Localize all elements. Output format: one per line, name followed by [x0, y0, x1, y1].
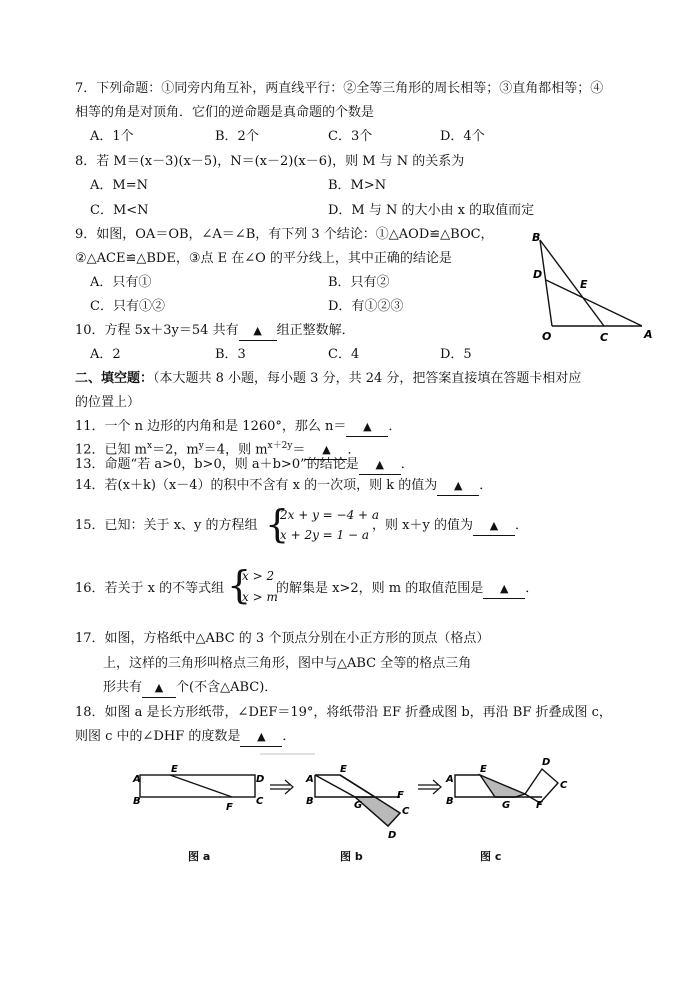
q16-eq2: x > m	[242, 590, 278, 604]
q17-line2: 上，这样的三角形叫格点三角形，图中与△ABC 全等的格点三角	[103, 656, 472, 671]
section2-desc-line2: 的位置上）	[75, 395, 141, 410]
q9-line1: 9．如图，OA＝OB，∠A＝∠B，有下列 3 个结论：①△AOD≌△BOC，	[75, 227, 494, 242]
q11-post: ．	[388, 419, 402, 434]
q18-caption-b: 图 b	[340, 850, 363, 863]
q9-label-a: A	[644, 328, 653, 341]
svg-text:F: F	[397, 790, 404, 801]
q15-post: ．	[514, 518, 528, 533]
q18-caption-a: 图 a	[188, 850, 211, 863]
q17-pre: 形共有	[103, 680, 143, 695]
svg-text:B: B	[446, 796, 454, 807]
answer-marker: ▲	[454, 479, 463, 492]
answer-marker: ▲	[363, 420, 372, 433]
answer-marker: ▲	[500, 582, 509, 595]
q18-pre: 则图 c 中的∠DHF 的度数是	[75, 729, 241, 744]
q12-exp1: x	[147, 441, 153, 451]
svg-text:C: C	[560, 780, 568, 791]
q9-line2: ②△ACE≌△BDE，③点 E 在∠O 的平分线上，其中正确的结论是	[75, 251, 452, 266]
q7-line1: 7．下列命题：①同旁内角互补，两直线平行：②全等三角形的周长相等；③直角都相等；④	[75, 81, 604, 96]
svg-text:E: E	[480, 764, 487, 775]
svg-text:B: B	[306, 796, 314, 807]
q10-option-b: B．3	[215, 347, 246, 362]
q16-brace: {	[227, 563, 252, 607]
q10-option-a: A．2	[90, 347, 121, 362]
section2-header	[75, 370, 581, 388]
svg-text:G: G	[354, 800, 363, 811]
answer-marker: ▲	[489, 519, 499, 532]
q7-option-b: B．2个	[215, 129, 259, 144]
svg-text:C: C	[402, 806, 410, 817]
q13-answer-blank[interactable]	[359, 456, 401, 475]
q10-pre: 10．方程 5x＋3y＝54 共有	[75, 323, 239, 338]
q16-eq1: x > 2	[242, 569, 275, 583]
q13-post: ．	[400, 457, 414, 472]
q12-pre: 12．已知 m	[75, 442, 148, 458]
q16-post: ．	[525, 581, 539, 596]
q17-post: 个(不含△ABC)．	[176, 680, 278, 695]
q17-line3	[103, 679, 277, 698]
q18-figure-c	[455, 769, 558, 803]
q11-line	[75, 418, 401, 437]
q8-option-d: D．M 与 N 的大小由 x 的取值而定	[328, 203, 535, 218]
q18-line2	[75, 728, 295, 747]
q16-mid: 的解集是 x>2，则 m 的取值范围是	[276, 581, 484, 596]
svg-text:E: E	[340, 764, 347, 775]
q10-option-c: C．4	[328, 347, 360, 362]
q14-pre: 14．若(x＋k)（x－4）的积中不含有 x 的一次项，则 k 的值为	[75, 478, 438, 493]
svg-text:F: F	[536, 800, 543, 811]
q18-figures	[130, 748, 580, 848]
q10-answer-blank[interactable]	[239, 322, 277, 341]
svg-text:D: D	[388, 830, 397, 841]
answer-marker: ▲	[154, 681, 164, 694]
q16-tail	[276, 580, 538, 599]
answer-marker: ▲	[257, 730, 266, 743]
svg-text:A: A	[133, 774, 141, 785]
q7-option-a: A．1个	[90, 129, 134, 144]
svg-text:D: D	[256, 774, 265, 785]
q9-option-d: D．有①②③	[328, 299, 404, 314]
q12-mid3: ＝	[292, 442, 306, 458]
arrow-right-icon	[418, 780, 441, 794]
q18-caption-c: 图 c	[480, 850, 502, 863]
q15-pre: 15．已知：关于 x、y 的方程组	[75, 518, 258, 533]
q18-post: ．	[282, 729, 296, 744]
q10-post: 组正整数解．	[276, 323, 355, 338]
q10-option-d: D．5	[440, 347, 472, 362]
q13-line	[75, 456, 414, 475]
q14-line	[75, 477, 492, 496]
q10-line	[75, 322, 355, 341]
q7-option-d: D．4个	[440, 129, 485, 144]
section2-title: 二、填空题：	[75, 371, 154, 386]
q18-figure-a	[140, 775, 255, 797]
svg-text:D: D	[542, 757, 551, 768]
arrow-right-icon	[270, 780, 293, 794]
q8-option-a: A．M=N	[90, 178, 148, 193]
q15-eq1: 2x + y = −4 + a	[280, 508, 380, 522]
svg-text:A: A	[306, 774, 314, 785]
q8-option-b: B．M>N	[328, 178, 387, 193]
q16-pre: 16．若关于 x 的不等式组	[75, 581, 225, 596]
q9-label-e: E	[580, 278, 588, 291]
q14-answer-blank[interactable]	[437, 477, 479, 496]
q9-label-c: C	[600, 331, 609, 344]
q12-exp3: x＋2y	[267, 441, 293, 451]
q17-answer-blank[interactable]	[142, 679, 176, 698]
section2-desc: （本大题共 8 小题，每小题 3 分，共 24 分，把答案直接填在答题卡相对应	[153, 371, 582, 386]
q8-line1: 8．若 M＝(x－3)(x－5)，N＝(x－2)(x－6)，则 M 与 N 的关系为	[75, 154, 465, 169]
q9-option-c: C．只有①②	[90, 299, 165, 314]
q11-pre: 11．一个 n 边形的内角和是 1260°，那么 n＝	[75, 419, 347, 434]
answer-marker: ▲	[253, 324, 262, 337]
q12-post: ．	[347, 442, 361, 458]
q11-answer-blank[interactable]	[346, 418, 388, 437]
svg-text:A: A	[446, 774, 454, 785]
q15-mid: ，则 x＋y 的值为	[372, 518, 473, 533]
answer-marker: ▲	[322, 443, 331, 457]
q14-post: ．	[479, 478, 493, 493]
q7-option-c: C．3个	[328, 129, 373, 144]
q15-answer-blank[interactable]	[473, 517, 515, 536]
q17-line1: 17．如图，方格纸中△ABC 的 3 个顶点分别在小正方形的顶点（格点）	[75, 631, 490, 646]
q15-brace: {	[265, 502, 290, 546]
q12-exp2: y	[198, 441, 204, 451]
q12-mid2: ＝4，则 m	[203, 442, 268, 458]
q9-figure	[528, 228, 658, 346]
svg-text:C: C	[256, 796, 264, 807]
q16-answer-blank[interactable]	[483, 580, 525, 599]
q15-eq2: x + 2y = 1 − a	[280, 528, 370, 542]
svg-text:G: G	[502, 800, 511, 811]
q18-line1: 18．如图 a 是长方形纸带，∠DEF＝19°，将纸带沿 EF 折叠成图 b，再沿 BF 折叠成图 c，	[75, 705, 612, 720]
q9-option-a: A．只有①	[90, 275, 152, 290]
q7-line2: 相等的角是对顶角．它们的逆命题是真命题的个数是	[75, 105, 375, 120]
q13-pre: 13．命题“若 a>0，b>0，则 a＋b>0”的结论是	[75, 457, 359, 472]
q8-option-c: C．M<N	[90, 203, 149, 218]
svg-text:F: F	[226, 802, 233, 813]
q18-answer-blank[interactable]	[240, 728, 282, 747]
svg-text:B: B	[133, 796, 141, 807]
q9-label-d: D	[533, 268, 543, 281]
answer-marker: ▲	[375, 458, 384, 471]
q9-label-b: B	[532, 231, 541, 244]
q9-label-o: O	[542, 330, 552, 343]
q9-option-b: B．只有②	[328, 275, 390, 290]
svg-text:E: E	[171, 764, 178, 775]
q15-tail	[372, 517, 528, 536]
q12-mid: ＝2，m	[152, 442, 199, 458]
